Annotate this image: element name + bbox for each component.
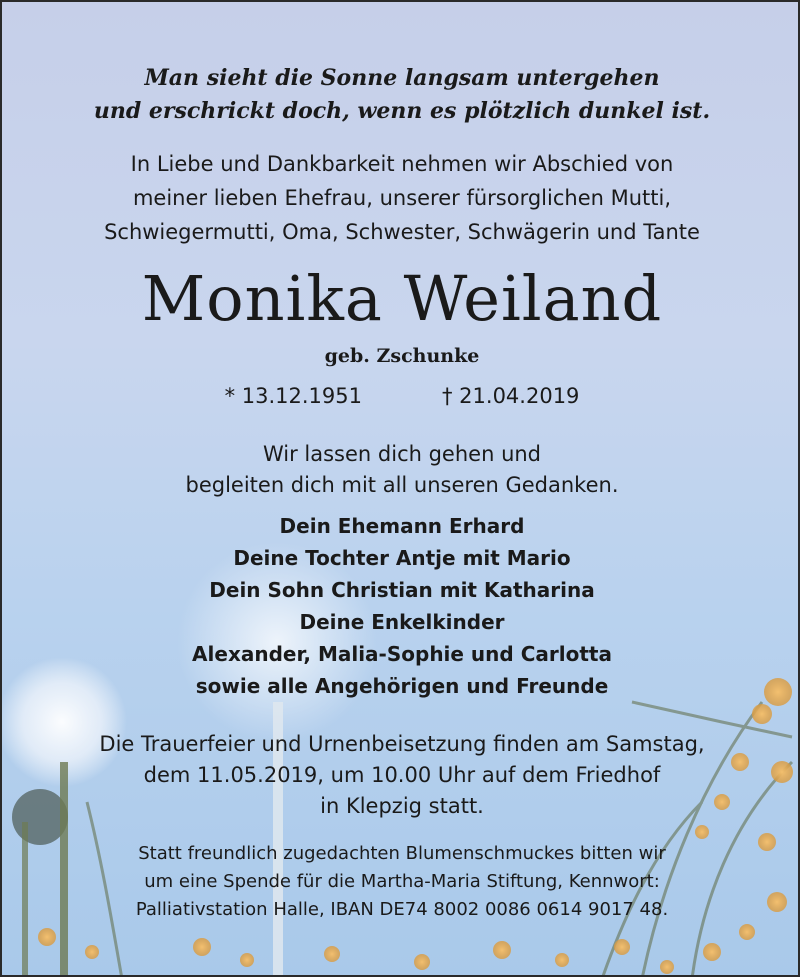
maiden-name: geb. Zschunke [324,345,480,367]
family-line: Deine Tochter Antje mit Mario [233,546,571,570]
family-line: Alexander, Malia-Sophie und Carlotta [192,642,612,666]
farewell-line-2: begleiten dich mit all unseren Gedanken. [185,473,619,497]
service-line-3: in Klepzig statt. [320,794,484,818]
life-dates [2,381,800,411]
donation-line-2: um eine Spende für die Martha-Maria Stiftung, Kennwort: [144,871,660,892]
family-line: Dein Sohn Christian mit Katharina [209,578,595,602]
family-line: Dein Ehemann Erhard [279,514,525,538]
death-date: † 21.04.2019 [442,384,580,408]
birth-date: * 13.12.1951 [224,384,362,408]
verse-line-2: und erschrickt doch, wenn es plötzlich dunkel ist. [93,98,711,124]
service-line-1: Die Trauerfeier und Urnenbeisetzung finden am Samstag, [99,732,705,756]
deceased-name: Monika Weiland [141,262,663,335]
intro-line-2: meiner lieben Ehefrau, unserer fürsorglichen Mutti, [132,186,672,210]
intro-line-3: Schwiegermutti, Oma, Schwester, Schwägerin und Tante [104,220,700,244]
verse-line-1: Man sieht die Sonne langsam untergehen [144,65,660,91]
intro-line-1: In Liebe und Dankbarkeit nehmen wir Abschied von [130,152,674,176]
family-line: Deine Enkelkinder [299,610,505,634]
family-line: sowie alle Angehörigen und Freunde [195,674,609,698]
donation-line-3: Palliativstation Halle, IBAN DE74 8002 0086 0614 9017 48. [135,899,669,920]
farewell-line-1: Wir lassen dich gehen und [262,442,542,466]
donation-line-1: Statt freundlich zugedachten Blumenschmuckes bitten wir [138,843,666,864]
service-line-2: dem 11.05.2019, um 10.00 Uhr auf dem Friedhof [143,763,661,787]
